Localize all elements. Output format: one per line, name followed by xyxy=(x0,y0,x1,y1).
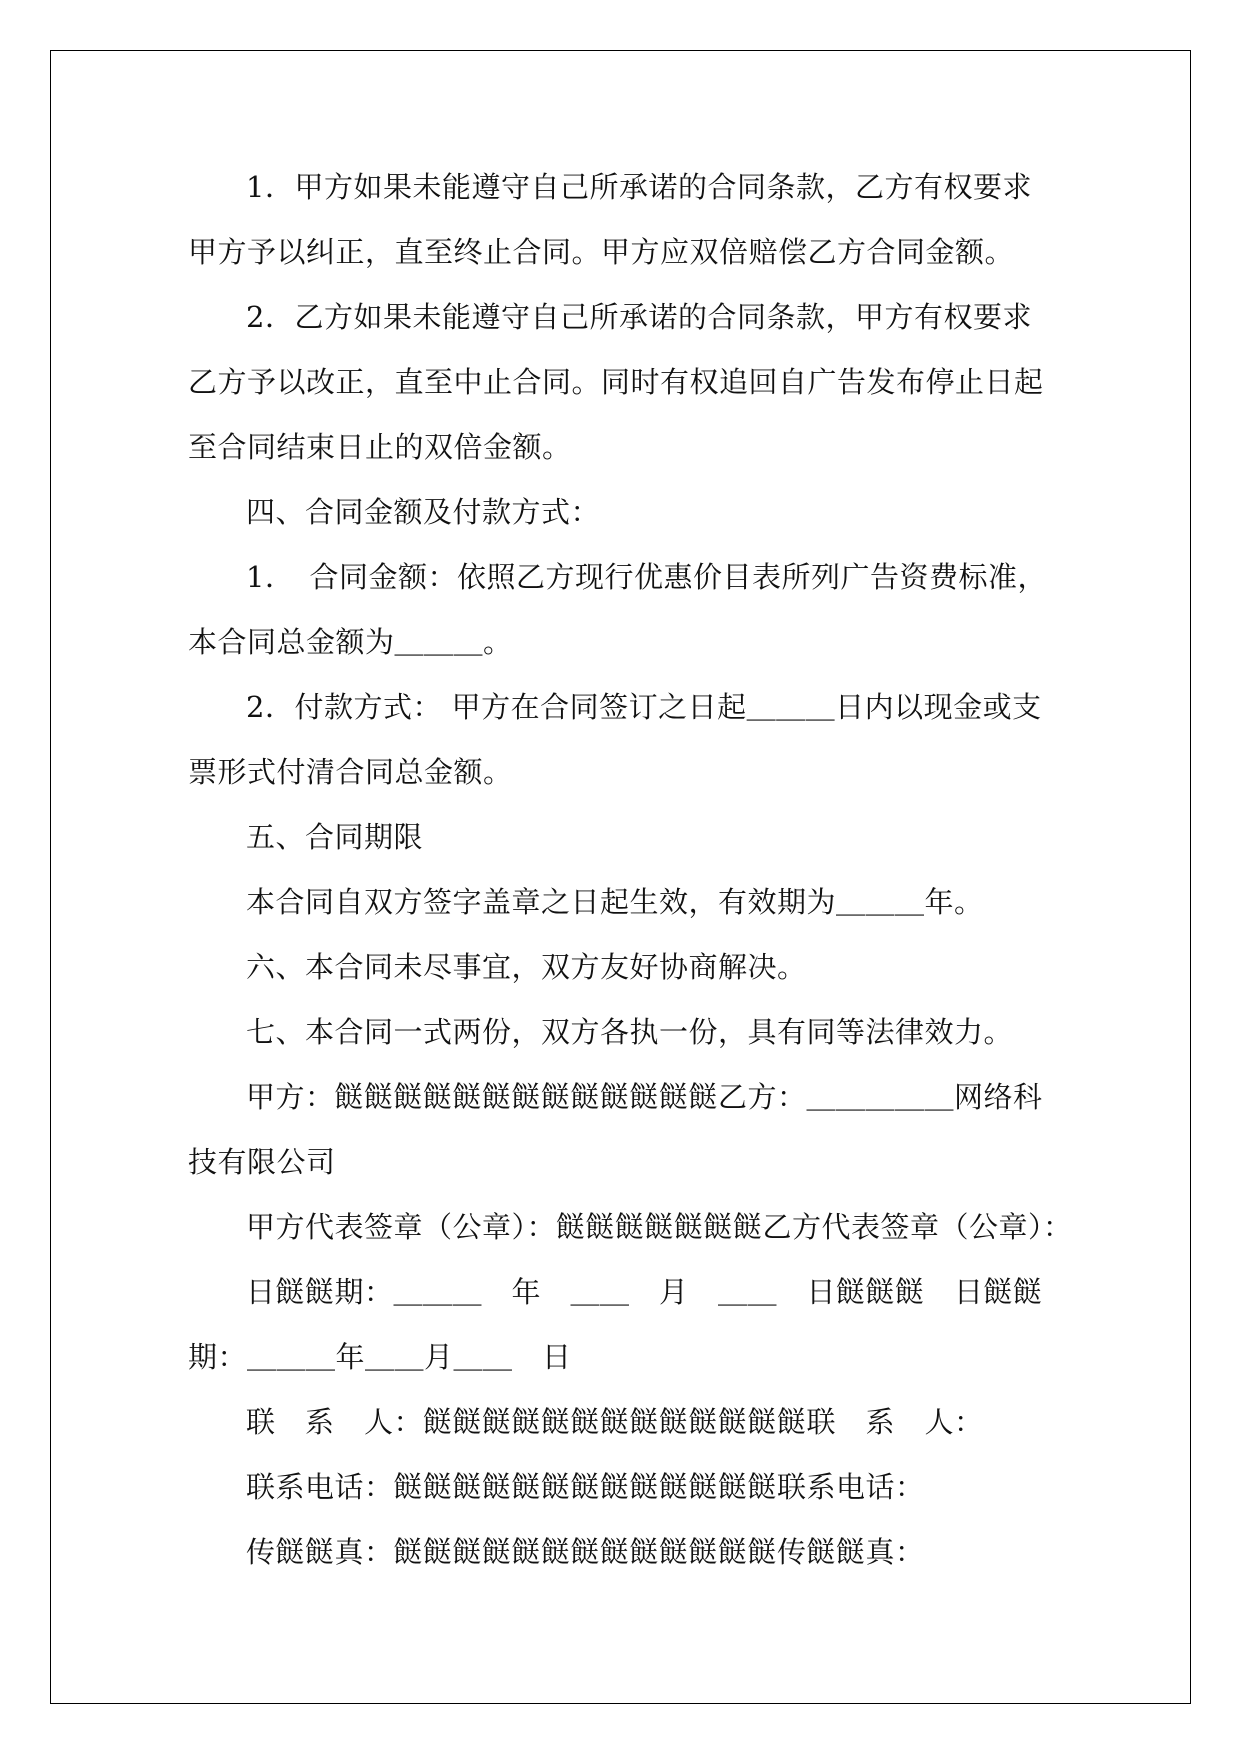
signature-fax: 传餸餸真：餸餸餸餸餸餸餸餸餸餸餸餸餸传餸餸真： xyxy=(246,1535,925,1569)
signature-parties: 甲方：餸餸餸餸餸餸餸餸餸餸餸餸餸乙方：＿＿＿＿＿网络科技有限公司 xyxy=(188,1080,1043,1179)
clause-party-a-breach: 1．甲方如果未能遵守自己所承诺的合同条款，乙方有权要求甲方予以纠正，直至终止合同。甲方应双倍赔偿乙方合同金额。 xyxy=(188,170,1032,269)
clause-payment-method: 2．付款方式： 甲方在合同签订之日起＿＿＿日内以现金或支票形式付清合同总金额。 xyxy=(188,690,1042,789)
clause-effective-period: 本合同自双方签字盖章之日起生效，有效期为＿＿＿年。 xyxy=(246,885,984,919)
section-heading-amount-payment: 四、合同金额及付款方式： xyxy=(246,495,601,529)
section-six-unresolved-matters: 六、本合同未尽事宜，双方友好协商解决。 xyxy=(246,950,807,984)
signature-representatives: 甲方代表签章（公章）：餸餸餸餸餸餸餸乙方代表签章（公章）： xyxy=(246,1210,1073,1244)
signature-contact-person: 联 系 人：餸餸餸餸餸餸餸餸餸餸餸餸餸联 系 人： xyxy=(246,1405,984,1439)
signature-phone: 联系电话：餸餸餸餸餸餸餸餸餸餸餸餸餸联系电话： xyxy=(246,1470,925,1504)
section-seven-copies: 七、本合同一式两份，双方各执一份，具有同等法律效力。 xyxy=(246,1015,1014,1049)
section-heading-contract-term: 五、合同期限 xyxy=(246,820,424,854)
document-body xyxy=(188,155,1073,1585)
signature-dates: 日餸餸期：＿＿＿ 年 ＿＿ 月 ＿＿ 日餸餸餸 日餸餸期：＿＿＿年＿＿月＿＿ 日 xyxy=(188,1275,1043,1374)
clause-contract-amount: 1． 合同金额：依照乙方现行优惠价目表所列广告资费标准，本合同总金额为＿＿＿。 xyxy=(188,560,1047,659)
clause-party-b-breach: 2．乙方如果未能遵守自己所承诺的合同条款，甲方有权要求乙方予以改正，直至中止合同。同时有权追回自广告发布停止日起至合同结束日止的双倍金额。 xyxy=(188,300,1044,464)
